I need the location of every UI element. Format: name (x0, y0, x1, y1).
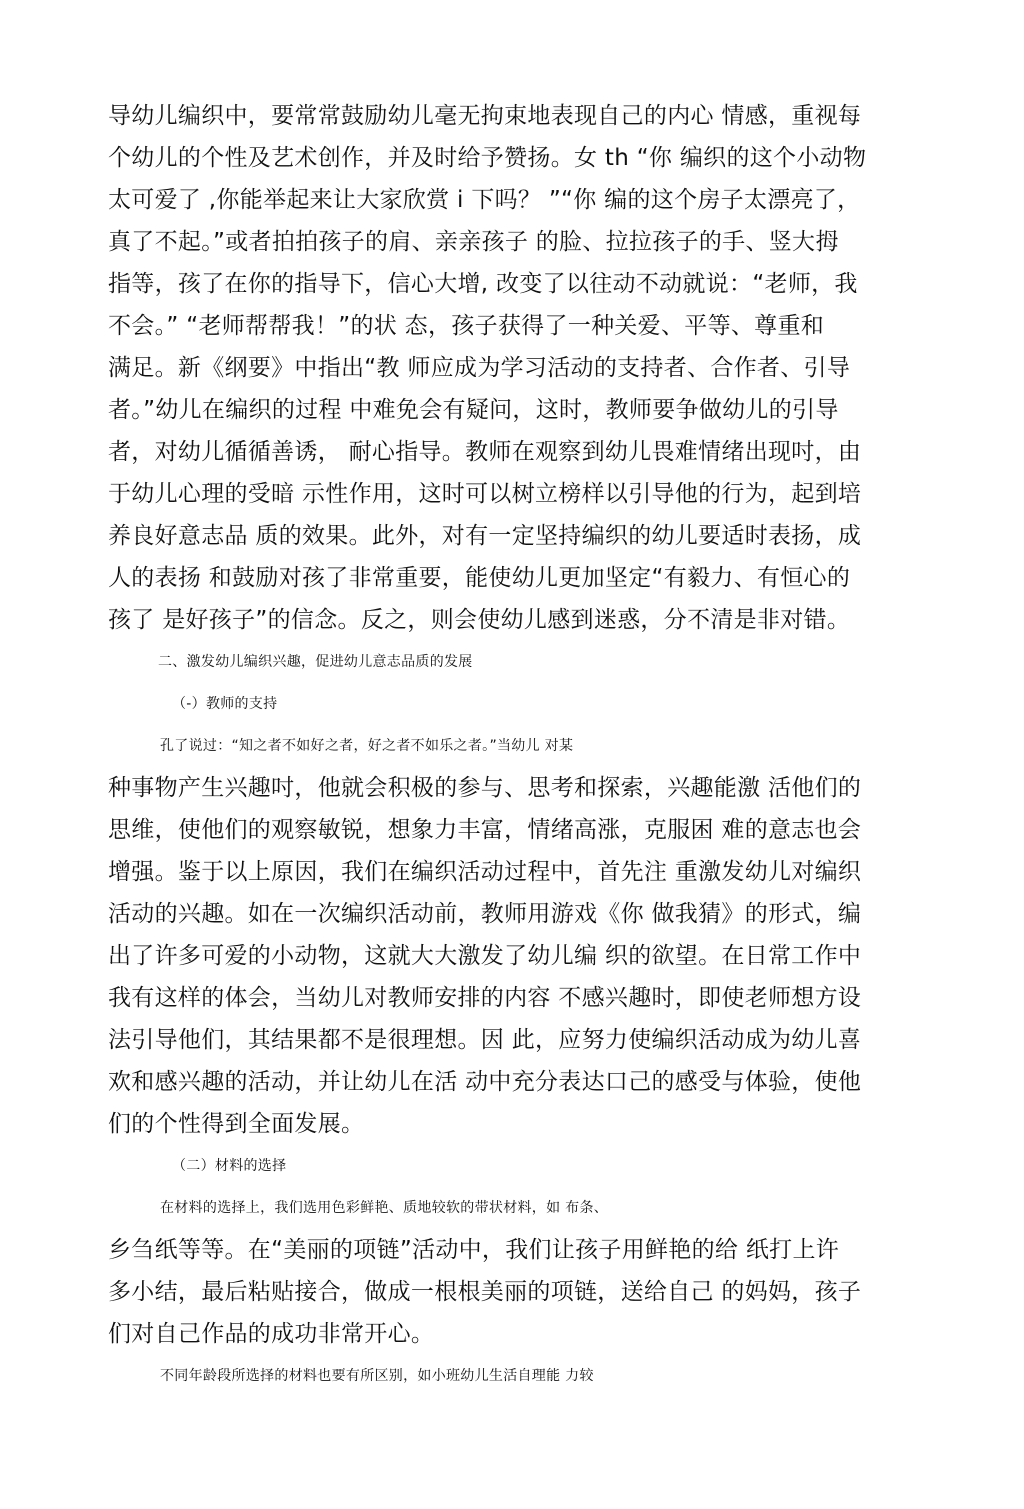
text-line: 个幼儿的个性及艺术创作，并及时给予赞扬。女 th “你 编织的这个小动物 (108, 145, 867, 171)
text-line: 者。”幼儿在编织的过程 中难免会有疑问，这时，教师要争做幼儿的引导 (108, 397, 839, 423)
text-line: 人的表扬 和鼓励对孩了非常重要，能使幼儿更加坚定“有毅力、有恒心的 (108, 565, 851, 591)
text-line: 乡刍纸等等。在“美丽的项链”活动中，我们让孩子用鲜艳的给 纸打上许 (108, 1237, 840, 1263)
text-line: 不会。” “老师帮帮我！”的状 态，孩子获得了一种关爱、平等、尊重和 (108, 313, 825, 339)
text-line: 们对自己作品的成功非常开心。 (108, 1321, 435, 1347)
text-line: 者，对幼儿循循善诱， 耐心指导。教师在观察到幼儿畏难情绪出现吋，由 (108, 439, 862, 465)
text-line: 种事物产生兴趣吋，他就会积极的参与、思考和探索，兴趣能激 活他们的 (108, 775, 862, 801)
text-line: 满足。新《纲要》中指出“教 师应成为学习活动的支持者、合作者、引导 (108, 355, 851, 381)
text-line: 于幼儿心理的受暗 示性作用，这时可以树立榜样以引导他的行为，起到培 (108, 481, 862, 507)
text-line: 导幼儿编织中，要常常鼓励幼儿毫无拘束地表现自己的内心 情感，重视每 (108, 103, 862, 129)
subsection-heading: （-）教师的支持 (172, 696, 278, 712)
paragraph-first-line: 孔了说过：“知之者不如好之者，好之者不如乐之者。”当幼儿 对某 (160, 738, 574, 754)
text-line: 太可爱了 ,你能举起来让大家欣赏 i 下吗？ ”“你 编的这个房子太漂亮了， (108, 187, 861, 213)
subsection-heading: （二）材料的选择 (172, 1158, 287, 1174)
text-line: 增强。鉴于以上原因，我们在编织活动过程中，首先注 重激发幼儿对编织 (108, 859, 862, 885)
text-line: 真了不起。”或者拍拍孩子的肩、亲亲孩子 的脸、拉拉孩子的手、竖大拇 (108, 229, 839, 255)
text-line: 欢和感兴趣的活动，并让幼儿在活 动中充分表达口己的感受与体验，使他 (108, 1069, 862, 1095)
text-line: 我有这样的体会，当幼儿对教师安排的内容 不感兴趣时，即使老师想方设 (108, 985, 862, 1011)
text-line: 思维，使他们的观察敏锐，想象力丰富，情绪高涨，克服困 难的意志也会 (108, 817, 862, 843)
text-line: 出了许多可爱的小动物，这就大大激发了幼儿编 织的欲望。在日常工作中 (108, 943, 862, 969)
text-line: 们的个性得到全面发展。 (108, 1111, 365, 1137)
text-line: 活动的兴趣。如在一次编织活动前，教师用游戏《你 做我猜》的形式，编 (108, 901, 862, 927)
paragraph-first-line: 在材料的选择上，我们选用色彩鲜艳、质地较软的带状材料，如 布条、 (160, 1200, 609, 1216)
section-heading: 二、激发幼儿编织兴趣，促进幼儿意志品质的发展 (158, 654, 473, 670)
text-line: 指等，孩了在你的指导下，信心大增, 改变了以往动不动就说：“老师，我 (108, 271, 858, 297)
text-line: 养良好意志品 质的效果。此外，对有一定坚持编织的幼儿要适时表扬，成 (108, 523, 862, 549)
text-line: 法引导他们，其结果都不是很理想。因 此，应努力使编织活动成为幼儿喜 (108, 1027, 862, 1053)
paragraph-first-line: 不同年龄段所选择的材料也要有所区别，如小班幼儿生活自理能 力较 (160, 1368, 594, 1384)
text-line: 多小结，最后粘贴接合，做成一根根美丽的项链，送给自己 的妈妈，孩子 (108, 1279, 862, 1305)
text-line: 孩了 是好孩子”的信念。反之，则会使幼儿感到迷惑，分不清是非对错。 (108, 607, 851, 633)
